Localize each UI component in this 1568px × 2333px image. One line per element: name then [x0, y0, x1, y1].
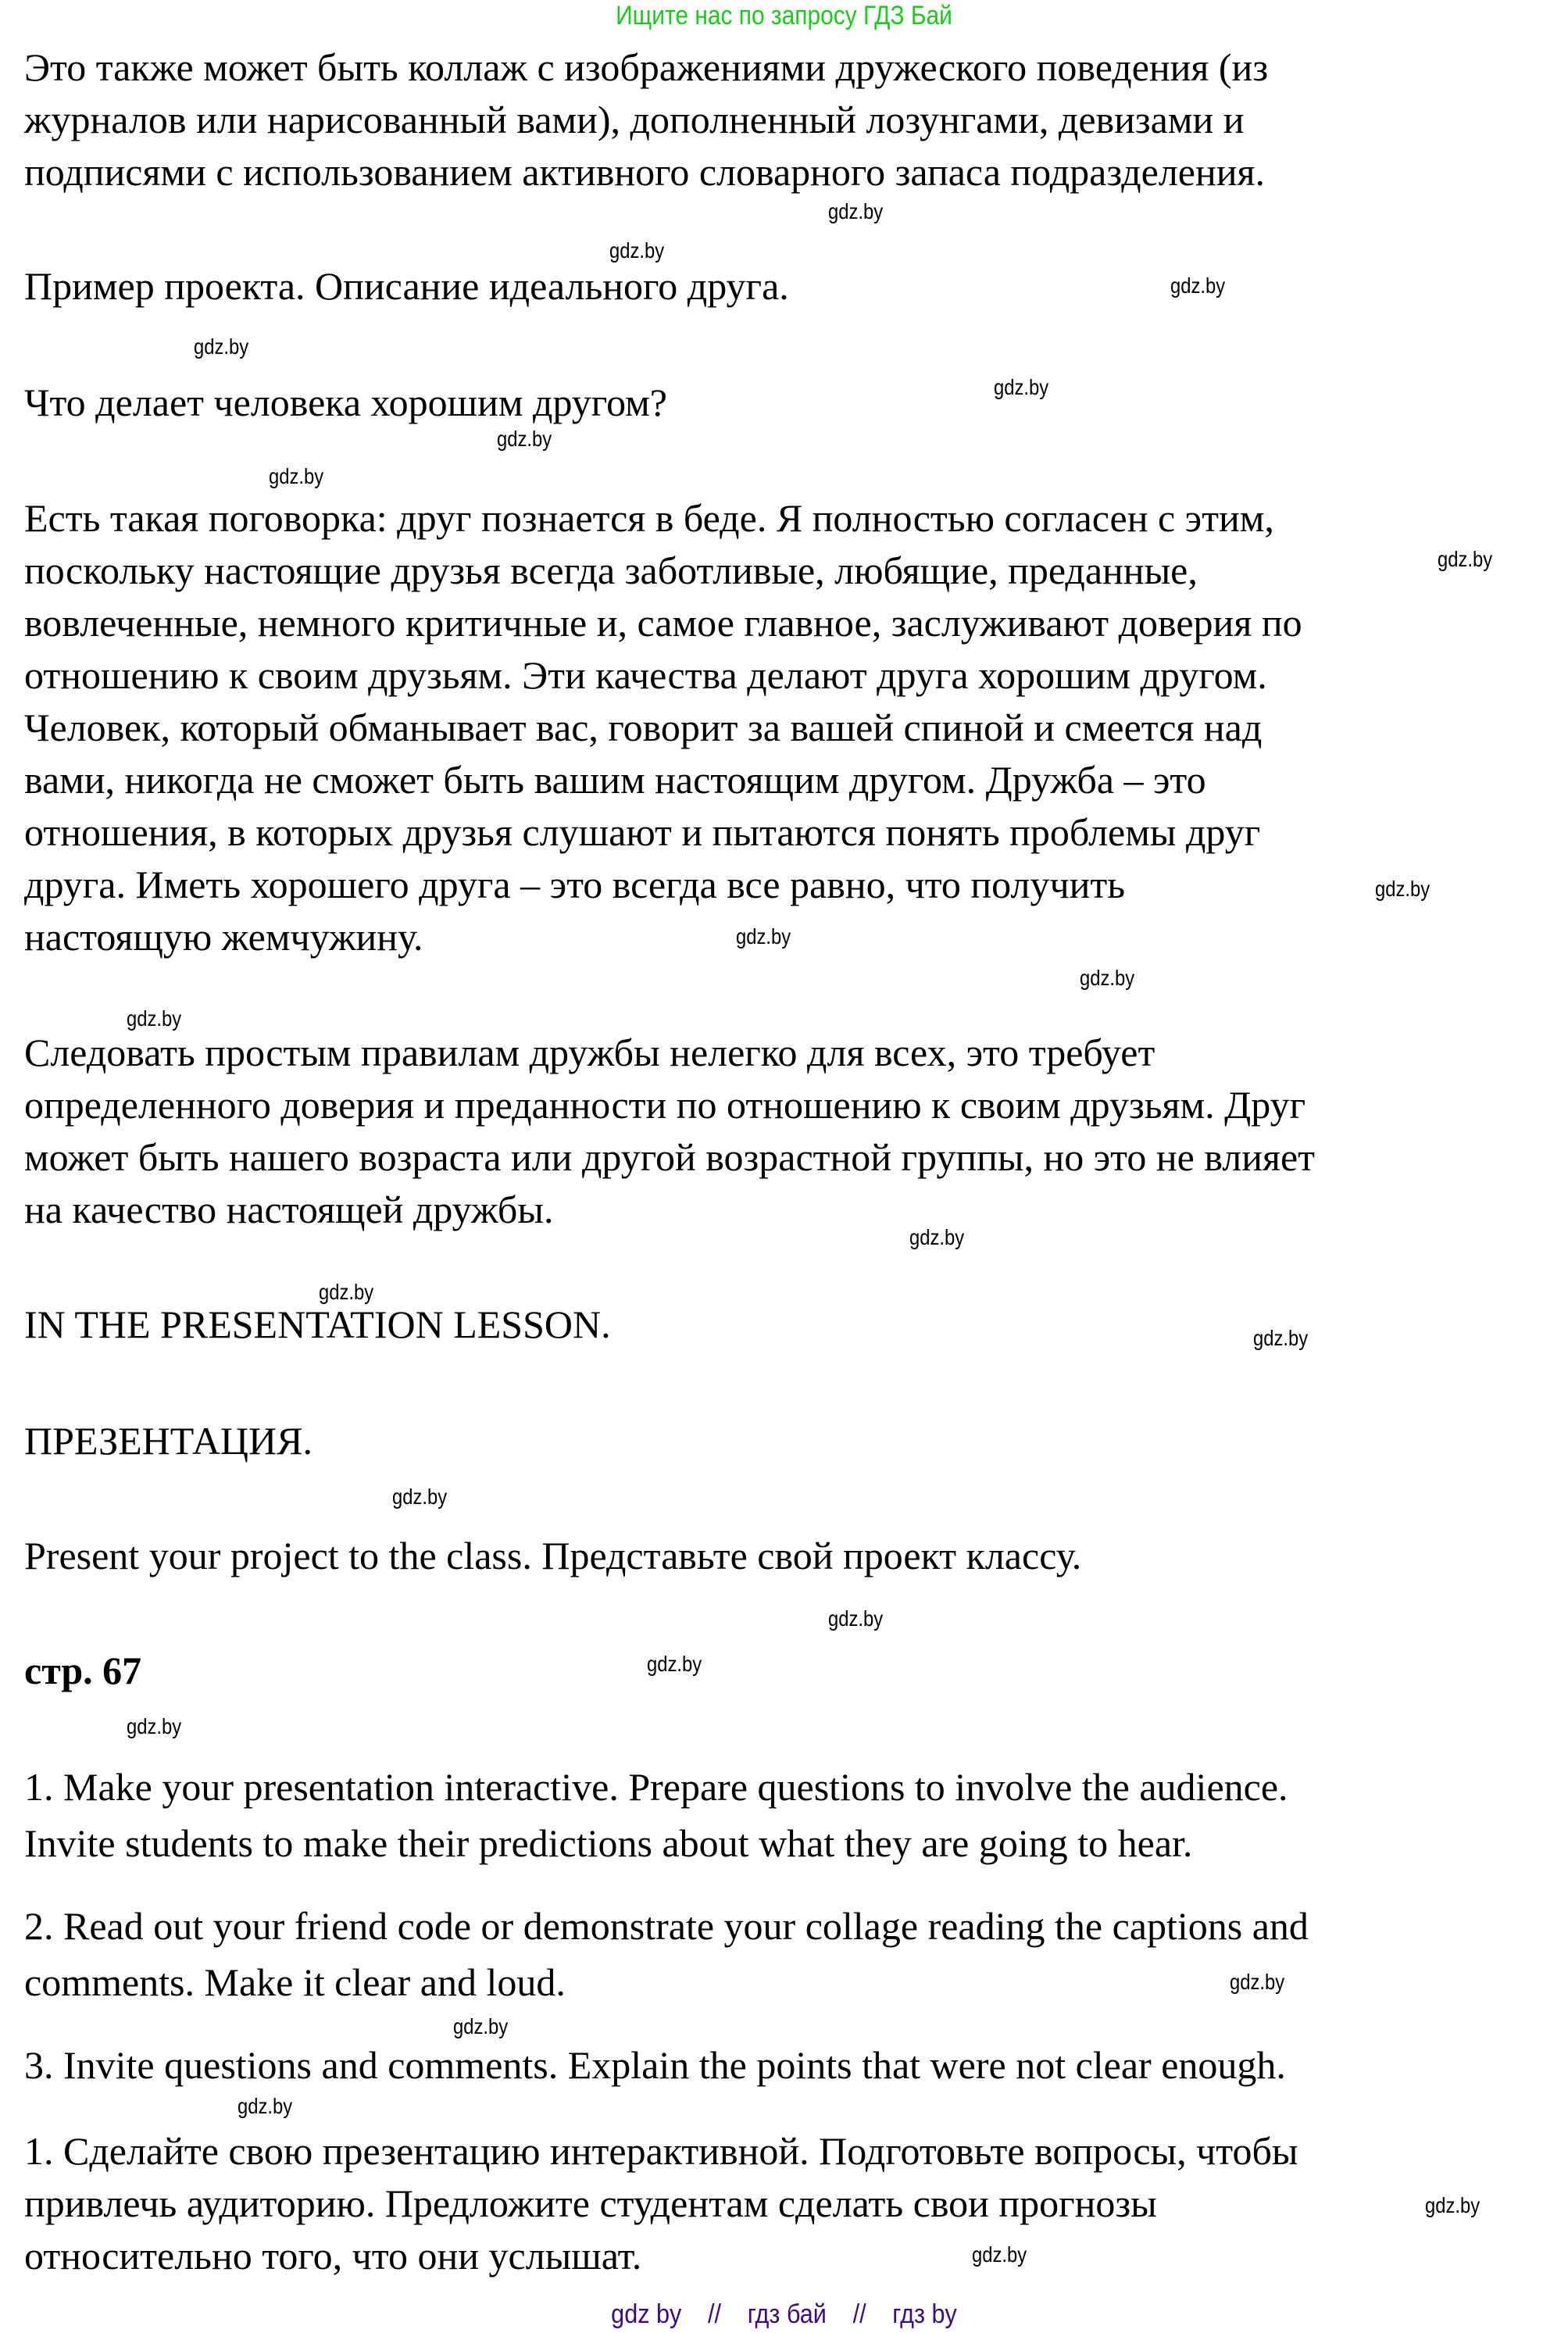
watermark: gdz.by — [647, 1652, 702, 1676]
watermark: gdz.by — [909, 1225, 965, 1249]
watermark: gdz.by — [828, 199, 884, 223]
task-item-line-ru: относительно того, что они услышат. — [24, 2234, 642, 2278]
footer-link-gdz-by-ru[interactable]: гдз by — [892, 2299, 957, 2329]
footer-separator: // — [708, 2299, 722, 2329]
watermark: gdz.by — [828, 1606, 884, 1631]
watermark: gdz.by — [1253, 1326, 1309, 1350]
question-heading: Что делает человека хорошим другом? — [24, 380, 667, 424]
paragraph-line: настоящую жемчужину. — [24, 915, 423, 959]
paragraph-line: Следовать простым правилам дружбы нелегко для всех, это требует — [24, 1031, 1155, 1074]
watermark: gdz.by — [319, 1280, 374, 1304]
footer-link-gdz-bai[interactable]: гдз бай — [747, 2299, 827, 2329]
watermark: gdz.by — [1375, 877, 1430, 901]
footer-links — [78, 2299, 1489, 2330]
watermark: gdz.by — [392, 1484, 448, 1509]
task-item-line: Invite students to make their predictions about what they are going to hear. — [24, 1821, 1193, 1865]
intro-line: журналов или нарисованный вами), дополненный лозунгами, девизами и — [24, 98, 1245, 141]
paragraph-line: на качество настоящей дружбы. — [24, 1188, 554, 1231]
watermark: gdz.by — [453, 2014, 509, 2038]
watermark: gdz.by — [736, 924, 791, 949]
paragraph-line: вами, никогда не сможет быть вашим настоящим другом. Дружба – это — [24, 758, 1206, 802]
present-task: Present your project to the class. Представьте свой проект классу. — [24, 1534, 1082, 1577]
paragraph-line: отношению к своим друзьям. Эти качества делают друга хорошим другом. — [24, 653, 1267, 697]
task-item-line-ru: 1. Сделайте свою презентацию интерактивной. Подготовьте вопросы, чтобы — [24, 2129, 1298, 2173]
task-item-line: 3. Invite questions and comments. Explain the points that were not clear enough. — [24, 2043, 1286, 2087]
paragraph-line: отношения, в которых друзья слушают и пытаются понять проблемы друг — [24, 810, 1261, 854]
watermark: gdz.by — [194, 334, 249, 359]
paragraph-line: поскольку настоящие друзья всегда заботливые, любящие, преданные, — [24, 548, 1198, 592]
intro-line: подписями с использованием активного словарного запаса подразделения. — [24, 150, 1265, 194]
watermark: gdz.by — [127, 1006, 182, 1031]
paragraph-line: вовлеченные, немного критичные и, самое главное, заслуживают доверия по — [24, 601, 1302, 645]
task-item-line: 2. Read out your friend code or demonstrate your collage reading the captions and — [24, 1904, 1309, 1948]
watermark: gdz.by — [1080, 966, 1135, 990]
watermark: gdz.by — [238, 2094, 293, 2118]
task-item-line-ru: привлечь аудиторию. Предложите студентам сделать свои прогнозы — [24, 2181, 1157, 2225]
footer-link-gdz-by[interactable]: gdz by — [611, 2299, 682, 2329]
paragraph-line: Есть такая поговорка: друг познается в беде. Я полностью согласен с этим, — [24, 496, 1274, 540]
paragraph-line: определенного доверия и преданности по отношению к своим друзьям. Друг — [24, 1083, 1306, 1127]
page-label: стр. 67 — [24, 1649, 142, 1692]
watermark: gdz.by — [497, 427, 552, 451]
section-heading-ru: ПРЕЗЕНТАЦИЯ. — [24, 1419, 313, 1463]
watermark: gdz.by — [609, 238, 665, 263]
watermark: gdz.by — [1230, 1970, 1285, 1994]
footer-separator: // — [852, 2299, 866, 2329]
paragraph-line: Человек, который обманывает вас, говорит за вашей спиной и смеется над — [24, 706, 1263, 749]
intro-line: Это также может быть коллаж с изображениями дружеского поведения (из — [24, 45, 1269, 89]
watermark: gdz.by — [994, 375, 1049, 399]
example-title: Пример проекта. Описание идеального друга. — [24, 264, 789, 308]
paragraph-line: друга. Иметь хорошего друга – это всегда все равно, что получить — [24, 863, 1126, 906]
watermark: gdz.by — [269, 464, 324, 488]
task-item-line: 1. Make your presentation interactive. Prepare questions to involve the audience. — [24, 1765, 1288, 1809]
watermark: gdz.by — [972, 2242, 1027, 2267]
watermark: gdz.by — [1438, 547, 1493, 571]
section-heading-en: IN THE PRESENTATION LESSON. — [24, 1302, 611, 1346]
watermark: gdz.by — [1170, 273, 1226, 298]
paragraph-line: может быть нашего возраста или другой возрастной группы, но это не влияет — [24, 1135, 1316, 1179]
search-banner[interactable]: Ищите нас по запросу ГДЗ Бай — [616, 1, 952, 30]
watermark: gdz.by — [1425, 2193, 1480, 2217]
task-item-line: comments. Make it clear and loud. — [24, 1960, 566, 2004]
watermark: gdz.by — [127, 1714, 182, 1738]
